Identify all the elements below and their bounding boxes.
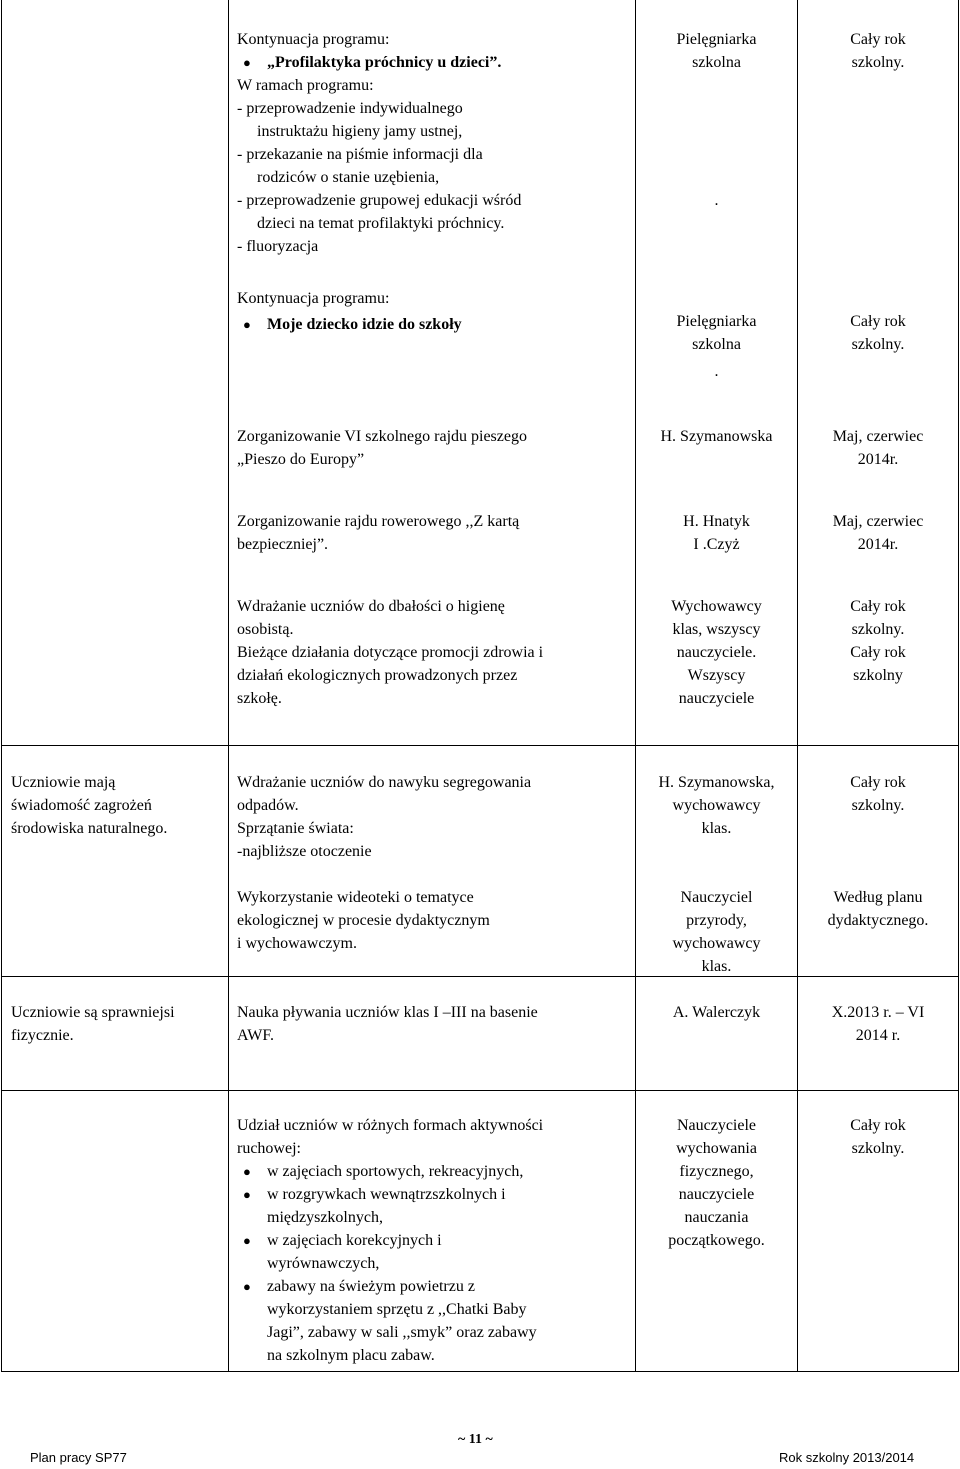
time-text: 2014 r. [855, 1027, 901, 1044]
table-right-border [958, 0, 959, 1371]
time-text: Cały rok [850, 598, 906, 615]
goal-text: Uczniowie są sprawniejsi [11, 1004, 175, 1021]
program-name: ● „Profilaktyka próchnicy u dzieci”. [237, 51, 521, 74]
time-wideoteka [798, 886, 958, 932]
task-plywanie [237, 1001, 538, 1047]
resp-text: A. Walerczyk [672, 1004, 761, 1021]
task-segregowanie [237, 771, 531, 863]
resp-text: Pielęgniarka [676, 31, 757, 48]
task-text: szkołę. [237, 690, 282, 707]
time-plywanie [798, 1001, 958, 1047]
time-text: Cały rok [850, 644, 906, 661]
task-rajd-rowerowy [237, 510, 519, 556]
resp-segregowanie [636, 771, 797, 840]
resp-rajd-pieszy [636, 425, 797, 448]
task-text: AWF. [237, 1027, 274, 1044]
resp-moje-dziecko [636, 310, 797, 383]
task-text: W ramach programu: [237, 77, 374, 94]
task-text: Udział uczniów w różnych formach aktywności [237, 1117, 544, 1134]
time-text: Według planu [833, 889, 923, 906]
time-text: Cały rok [850, 1117, 906, 1134]
resp-text: H. Hnatyk [683, 513, 750, 530]
task-text: Wykorzystanie wideoteki o tematyce [237, 889, 474, 906]
task-wideoteka [237, 886, 490, 955]
task-text: Wdrażanie uczniów do dbałości o higienę [237, 598, 505, 615]
row-divider-2 [1, 976, 959, 977]
task-text: Sprzątanie świata: [237, 820, 354, 837]
task-text: i wychowawczym. [237, 935, 357, 952]
resp-text: klas. [701, 820, 732, 837]
resp-text: szkolna [692, 54, 741, 71]
goal-sprawnosc [11, 1001, 175, 1047]
resp-rajd-rowerowy [636, 510, 797, 556]
task-text: instruktażu higieny jamy ustnej, [257, 123, 463, 140]
task-text: - przekazanie na piśmie informacji dla [237, 146, 483, 163]
resp-text: początkowego. [668, 1232, 765, 1249]
time-text: szkolny. [851, 1140, 905, 1157]
activity-item-cont: wykorzystaniem sprzętu z ,,Chatki Baby [267, 1301, 527, 1318]
time-text: Cały rok [850, 31, 906, 48]
resp-text: wychowania [676, 1140, 757, 1157]
task-text: bezpieczniej”. [237, 536, 329, 553]
task-rajd-pieszy [237, 425, 527, 471]
resp-text: fizycznego, [679, 1163, 754, 1180]
goal-text: fizycznie. [11, 1027, 74, 1044]
resp-text: H. Szymanowska, [658, 774, 775, 791]
task-text: dzieci na temat profilaktyki próchnicy. [257, 215, 505, 232]
resp-text: wychowawcy [672, 797, 761, 814]
resp-text: H. Szymanowska [660, 428, 773, 445]
table-bottom-border [1, 1371, 959, 1372]
time-text: Maj, czerwiec [832, 428, 924, 445]
goal-text: Uczniowie mają [11, 774, 116, 791]
column-divider-1 [228, 0, 229, 1371]
time-higiena [798, 595, 958, 687]
time-text: Cały rok [850, 774, 906, 791]
resp-text: nauczyciele [678, 1186, 755, 1203]
resp-text: Wychowawcy [671, 598, 762, 615]
task-text: Nauka pływania uczniów klas I –III na basenie [237, 1004, 538, 1021]
resp-text: nauczania [684, 1209, 749, 1226]
footer-right: Rok szkolny 2013/2014 [779, 1450, 915, 1465]
resp-text: Nauczyciel [680, 889, 753, 906]
program-name: ● Moje dziecko idzie do szkoły [237, 313, 462, 336]
time-rajd-pieszy [798, 425, 958, 471]
resp-higiena [636, 595, 797, 710]
activity-item: ● w zajęciach sportowych, rekreacyjnych, [237, 1160, 543, 1183]
time-segregowanie [798, 771, 958, 817]
resp-text: Pielęgniarka [676, 313, 757, 330]
activity-item: ● w rozgrywkach wewnątrzszkolnych i [237, 1183, 543, 1206]
resp-text: Nauczyciele [676, 1117, 757, 1134]
task-text: Bieżące działania dotyczące promocji zdrowia i [237, 644, 544, 661]
resp-text: nauczyciele [678, 690, 755, 707]
resp-aktywnosc [636, 1114, 797, 1252]
resp-text: przyrody, [686, 912, 747, 929]
task-text: działań ekologicznych prowadzonych przez [237, 667, 518, 684]
activity-item-cont: międzyszkolnych, [267, 1209, 383, 1226]
goal-text: świadomość zagrożeń [11, 797, 152, 814]
time-text: szkolny. [851, 336, 905, 353]
task-text: ekologicznej w procesie dydaktycznym [237, 912, 490, 929]
activity-item: ● w zajęciach korekcyjnych i [237, 1229, 543, 1252]
table-left-border [1, 0, 2, 1371]
time-moje-dziecko [798, 310, 958, 356]
task-text: Kontynuacja programu: [237, 31, 390, 48]
task-text: odpadów. [237, 797, 299, 814]
resp-text: wychowawcy [672, 935, 761, 952]
time-text: Maj, czerwiec [832, 513, 924, 530]
task-moje-dziecko [237, 287, 462, 336]
time-rajd-rowerowy [798, 510, 958, 556]
time-text: Cały rok [850, 313, 906, 330]
activity-item-cont: Jagi”, zabawy w sali ,,smyk” oraz zabawy [267, 1324, 537, 1341]
time-text: szkolny. [851, 54, 905, 71]
resp-text: I .Czyż [693, 536, 740, 553]
goal-ekologia [11, 771, 167, 840]
task-text: Wdrażanie uczniów do nawyku segregowania [237, 774, 532, 791]
activity-item-cont: na szkolnym placu zabaw. [267, 1347, 435, 1364]
time-text: dydaktycznego. [827, 912, 929, 929]
resp-text: klas, wszyscy [672, 621, 761, 638]
resp-text: . [714, 363, 719, 380]
time-text: 2014r. [857, 451, 899, 468]
resp-text: . [714, 192, 719, 209]
footer-left: Plan pracy SP77 [30, 1450, 127, 1465]
task-text: osobistą. [237, 621, 294, 638]
page-number: ~ 11 ~ [458, 1432, 493, 1447]
task-text: „Pieszo do Europy” [237, 451, 365, 468]
task-text: - fluoryzacja [237, 238, 319, 255]
activity-item: ● zabawy na świeżym powietrzu z [237, 1275, 543, 1298]
resp-plywanie [636, 1001, 797, 1024]
task-text: ruchowej: [237, 1140, 301, 1157]
row-divider-1 [1, 745, 959, 746]
task-text: - przeprowadzenie grupowej edukacji wśród [237, 192, 522, 209]
resp-text: nauczyciele. [676, 644, 757, 661]
activity-item-cont: wyrównawczych, [267, 1255, 380, 1272]
time-text: 2014r. [857, 536, 899, 553]
task-higiena [237, 595, 543, 710]
task-aktywnosc [237, 1114, 543, 1367]
task-text: Zorganizowanie rajdu rowerowego ,,Z kartą [237, 513, 520, 530]
task-text: Kontynuacja programu: [237, 290, 390, 307]
resp-text: Wszyscy [687, 667, 746, 684]
resp-profilaktyka [636, 28, 797, 212]
task-profilaktyka [237, 28, 521, 258]
task-text: - przeprowadzenie indywidualnego [237, 100, 463, 117]
time-text: szkolny [853, 667, 903, 684]
time-aktywnosc [798, 1114, 958, 1160]
time-text: X.2013 r. – VI [831, 1004, 925, 1021]
time-profilaktyka [798, 28, 958, 74]
task-text: Zorganizowanie VI szkolnego rajdu pieszego [237, 428, 527, 445]
time-text: szkolny. [851, 621, 905, 638]
row-divider-3 [1, 1090, 959, 1091]
resp-text: szkolna [692, 336, 741, 353]
task-text: rodziców o stanie uzębienia, [257, 169, 440, 186]
resp-wideoteka [636, 886, 797, 978]
time-text: szkolny. [851, 797, 905, 814]
resp-text: klas. [701, 958, 732, 975]
task-text: -najbliższe otoczenie [237, 843, 372, 860]
goal-text: środowiska naturalnego. [11, 820, 168, 837]
